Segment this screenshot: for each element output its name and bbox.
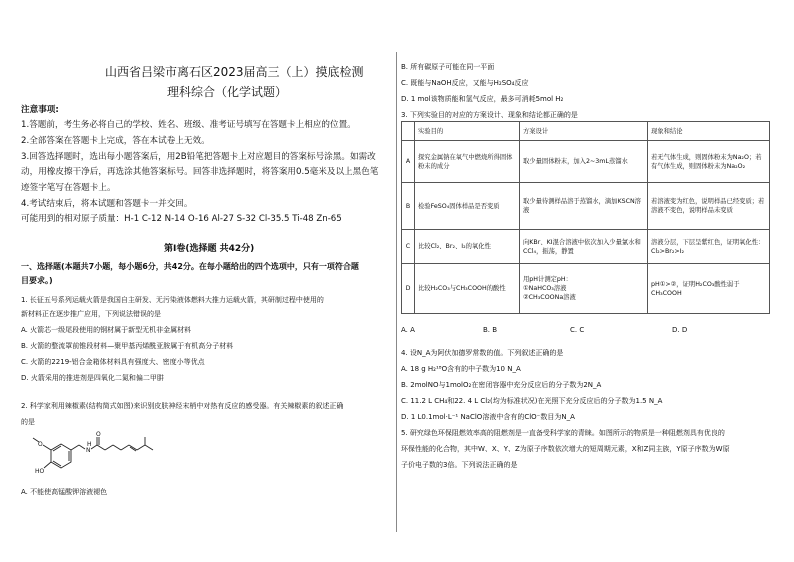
- q3-stem: 3. 下列实验目的对应的方案设计、现象和结论都正确的是: [401, 111, 578, 119]
- table-cell-purpose: 比较H₂CO₃与CH₃COOH的酸性: [415, 264, 520, 314]
- exam-title: 山西省吕梁市离石区2023届高三（上）摸底检测: [105, 65, 364, 79]
- chem-label-h: H: [87, 441, 92, 448]
- atomic-masses: 可能用到的相对原子质量：H-1 C-12 N-14 O-16 Al-27 S-32 Cl-35.5 Ti-48 Zn-65: [21, 214, 342, 224]
- q3-option-a: A. A: [401, 326, 415, 334]
- table-row: [402, 264, 770, 314]
- notice-line: 3.回答选择题时，选出每小题答案后，用2B铅笔把答题卡上对应题目的答案标号涂黑。如需改: [21, 152, 376, 162]
- q1-stem: 新材料正在逐步推广应用，下列说法错误的是: [21, 310, 161, 318]
- q3-option-d: D. D: [672, 326, 688, 334]
- table-cell-design: 向KBr、KI混合溶液中依次加入少量氯水和CCl₄，振荡，静置: [520, 230, 648, 264]
- notice-line: 2.全部答案在答题卡上完成，答在本试卷上无效。: [21, 136, 210, 146]
- q5-stem: 子价电子数的3倍。下列说法正确的是: [401, 461, 518, 469]
- q5-stem: 环保性能的化合物，其中W、X、Y、Z为原子序数依次增大的短周期元素，X和Z同主族，Y原子序数为W原: [401, 445, 730, 453]
- q1-option-a: A. 火箭芯一级尾段使用的钢材属于新型无机非金属材料: [21, 326, 192, 334]
- exam-subtitle: 理科综合（化学试题）: [167, 85, 288, 99]
- table-header-cell: 方案设计: [520, 122, 648, 141]
- table-header-cell: [402, 122, 415, 141]
- table-row: [402, 230, 770, 264]
- table-row: [402, 141, 770, 183]
- q4-stem: 4. 设N_A为阿伏加德罗常数的值。下列叙述正确的是: [401, 349, 564, 357]
- notice-line: 动，用橡皮擦干净后，再选涂其他答案标号。回答非选择题时，将答案用0.5毫米及以上黑色笔: [21, 167, 379, 177]
- section-intro: 目要求。): [21, 276, 53, 285]
- q2-option-c: C. 既能与NaOH反应，又能与H₂SO₄反应: [401, 79, 529, 87]
- q2-stem: 的是: [21, 418, 35, 426]
- experiment-table: [401, 121, 770, 314]
- q2-option-a: A. 不能使高锰酸钾溶液褪色: [21, 488, 108, 496]
- q4-option-d: D. 1 L0.1mol·L⁻¹ NaClO溶液中含有的ClO⁻数目为N_A: [401, 413, 575, 421]
- table-cell-result: 溶液分层，下层呈紫红色，证明氧化性：Cl₂>Br₂>I₂: [648, 230, 770, 264]
- q4-option-c: C. 11.2 L CH₄和22. 4 L Cl₂(均为标准状况)在光照下充分反应后的分子数为1.5 N_A: [401, 397, 663, 405]
- table-header-cell: 现象和结论: [648, 122, 770, 141]
- q3-option-c: C. C: [570, 326, 585, 334]
- q2-stem: 2. 科学家利用辣椒素(结构简式如图)来识别皮肤神经末梢中对热有反应的感受器。有关辣椒素的叙述正确: [21, 402, 344, 410]
- table-header-cell: 实验目的: [415, 122, 520, 141]
- design-line: 用pH计测定pH：: [523, 276, 572, 283]
- chem-label-o: O: [96, 431, 101, 438]
- q2-option-b: B. 所有碳原子可能在同一平面: [401, 63, 495, 71]
- notice-heading: 注意事项:: [21, 105, 59, 115]
- q5-stem: 5. 研究绿色环保阻燃效率高的阻燃剂是一直备受科学家的青睐。如图所示的物质是一种阻燃剂具有优良的: [401, 429, 725, 437]
- table-cell-idx: C: [402, 230, 415, 264]
- table-cell-result: 若无气体生成，则固体粉末为Na₂O；若有气体生成，则固体粉末为Na₂O₂: [648, 141, 770, 183]
- q2-option-d: D. 1 mol该物质能和氢气反应，最多可消耗5mol H₂: [401, 95, 564, 103]
- q1-stem: 1. 长征五号系列运载火箭是我国自主研发、无污染液体燃料大推力运载火箭，其研制过程中使用的: [21, 296, 324, 304]
- table-cell-idx: B: [402, 183, 415, 230]
- q3-option-b: B. B: [483, 326, 498, 334]
- table-cell-result: 若溶液变为红色，说明样品已经变质；若溶液不变色，说明样品未变质: [648, 183, 770, 230]
- q1-option-d: D. 火箭采用的推进剂是四氧化二氮和偏二甲肼: [21, 374, 164, 382]
- table-cell-result: pH①>②，证明H₂CO₃酸性弱于CH₃COOH: [648, 264, 770, 314]
- section-title: 第Ⅰ卷(选择题 共42分): [164, 244, 255, 254]
- q1-option-c: C. 火箭的2219-铝合金箱体材料具有强度大、密度小等优点: [21, 358, 205, 366]
- capsaicin-structure-diagram: [21, 430, 161, 485]
- chem-label-n: N: [86, 447, 91, 454]
- table-cell-idx: D: [402, 264, 415, 314]
- table-cell-idx: A: [402, 141, 415, 183]
- q4-option-b: B. 2molNO与1molO₂在密闭容器中充分反应后的分子数为2N_A: [401, 381, 602, 389]
- column-divider: [396, 52, 397, 532]
- q1-option-b: B. 火箭的整流罩前锥段材料—聚甲基丙烯酰亚胺属于有机高分子材料: [21, 342, 234, 350]
- design-line: ②CH₃COONa溶液: [523, 294, 576, 301]
- table-cell-purpose: 检验FeSO₄固体样品是否变质: [415, 183, 520, 230]
- table-cell-design: 取少量固体粉末，加入2~3mL蒸馏水: [520, 141, 648, 183]
- q4-option-a: A. 18 g H₂¹⁸O含有的中子数为10 N_A: [401, 365, 521, 373]
- table-cell-design: 取少量待测样品溶于蒸馏水，滴加KSCN溶液: [520, 183, 648, 230]
- chem-label-o: O: [38, 441, 43, 448]
- table-cell-purpose: 探究金属钠在氧气中燃烧所得固体粉末的成分: [415, 141, 520, 183]
- section-intro: 一、选择题(本题共7小题，每小题6分，共42分。在每小题给出的四个选项中，只有一项符合题: [21, 262, 359, 271]
- table-header-row: [402, 122, 770, 141]
- table-row: [402, 183, 770, 230]
- notice-line: 迹签字笔写在答题卡上。: [21, 183, 116, 193]
- design-line: ①NaHCO₃溶液: [523, 285, 567, 292]
- table-cell-design: [520, 264, 648, 314]
- chem-label-ho: HO: [35, 468, 45, 475]
- notice-line: 4.考试结束后，将本试题和答题卡一并交回。: [21, 199, 193, 209]
- notice-line: 1.答题前，考生务必将自己的学校、姓名、班级、准考证号填写在答题卡上相应的位置。: [21, 120, 356, 130]
- table-cell-purpose: 比较Cl₂、Br₂、I₂的氧化性: [415, 230, 520, 264]
